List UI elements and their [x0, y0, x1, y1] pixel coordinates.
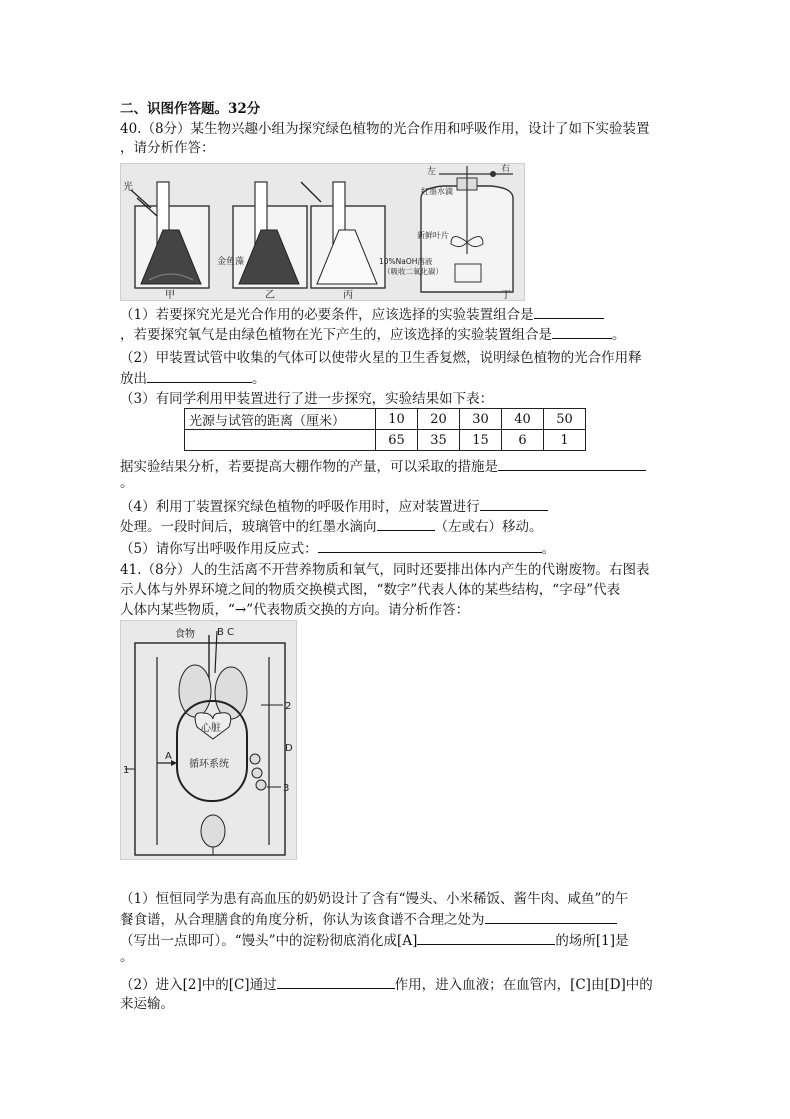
table-cell: 65 — [376, 430, 418, 451]
label-plant: 金鱼藻 — [217, 257, 245, 267]
table-header-values — [185, 430, 376, 451]
q41-part2a-end: 作用，进入血液；在血管内，[C]由[D]中的 — [394, 977, 653, 993]
q40-part5-line — [120, 539, 555, 558]
q40-part1b-text: ，若要探究氧气是由绿色植物在光下产生的，应该选择的实验装置组合是 — [120, 327, 552, 343]
q41-part2-line2: 来运输。 — [120, 996, 174, 1012]
answer-blank-41-2[interactable] — [277, 975, 395, 989]
table-cell: 6 — [502, 430, 544, 451]
answer-blank-1b[interactable] — [552, 325, 612, 339]
label-naoh-note: （吸收二氧化碳） — [383, 267, 443, 276]
label-food: 食物 — [175, 629, 195, 640]
q40-part3b-line — [120, 457, 646, 476]
section-title: 二、识图作答题。32分 — [120, 101, 261, 117]
apparatus-bing — [311, 182, 385, 288]
label-yi: 乙 — [265, 290, 275, 300]
table-row-values — [185, 430, 586, 451]
label-jia: 甲 — [165, 290, 175, 300]
table-cell: 35 — [418, 430, 460, 451]
q41-part1b-text: 餐食谱，从合理膳食的角度分析，你认为该食谱不合理之处为 — [120, 912, 485, 928]
q40-stem-line2: ，请分析作答： — [120, 140, 215, 156]
q41-part1-line4: 。 — [120, 949, 134, 965]
q41-part1-line3 — [120, 931, 628, 950]
q40-part2-line1: （2）甲装置试管中收集的气体可以使带火星的卫生香复燃，说明绿色植物的光合作用释 — [120, 350, 642, 366]
label-D: D — [285, 743, 293, 754]
q40-part3b-text: 据实验结果分析，若要提高大棚作物的产量，可以采取的措施是 — [120, 459, 498, 475]
q41-part1c-text: （写出一点即可）。“馒头”中的淀粉彻底消化成[A] — [120, 933, 418, 949]
label-1: 1 — [123, 765, 130, 776]
q40-part4b-end: （左或右）移动。 — [434, 519, 543, 535]
q41-body-exchange-figure — [120, 620, 297, 860]
q41-part1c-end: 的场所[1]是 — [555, 933, 629, 949]
table-cell: 1 — [544, 430, 586, 451]
q40-part3c-line: 。 — [120, 475, 134, 491]
label-2: 2 — [285, 701, 292, 712]
q40-part1b-end: 。 — [612, 327, 626, 343]
answer-blank-1a[interactable] — [534, 305, 604, 319]
label-A: A — [165, 751, 172, 762]
q41-stem-line1: 41.（8分）人的生活离不开营养物质和氧气，同时还要排出体内产生的代谢废物。右图表 — [120, 562, 650, 578]
table-cell: 10 — [376, 409, 418, 430]
label-right: 右 — [501, 164, 511, 174]
answer-blank-2[interactable] — [147, 369, 252, 383]
table-header-distance: 光源与试管的距离（厘米） — [185, 409, 376, 430]
q40-part4a-text: （4）利用丁装置探究绿色植物的呼吸作用时，应对装置进行 — [120, 499, 480, 515]
label-3: 3 — [283, 783, 290, 794]
table-cell: 20 — [418, 409, 460, 430]
label-left: 左 — [427, 167, 437, 177]
answer-blank-41-1b[interactable] — [417, 931, 555, 945]
label-B: B — [217, 627, 224, 638]
answer-blank-5[interactable] — [318, 539, 542, 553]
q40-experiment-figure — [120, 163, 525, 301]
label-naoh: 10%NaOH溶液 — [379, 257, 433, 266]
answer-blank-4a[interactable] — [480, 497, 548, 511]
label-bing: 丙 — [343, 290, 353, 300]
label-heart: 心脏 — [201, 723, 221, 734]
q40-part5-text: （5）请你写出呼吸作用反应式： — [120, 541, 318, 557]
q41-part2-line1 — [120, 975, 653, 994]
apparatus-yi — [233, 182, 307, 288]
apparatus-jia — [135, 182, 209, 288]
table-cell: 30 — [460, 409, 502, 430]
table-cell: 50 — [544, 409, 586, 430]
q40-part3-line: （3）有同学利用甲装置进行了进一步探究，实验结果如下表： — [120, 391, 494, 407]
label-circulation: 循环系统 — [189, 759, 229, 770]
q40-part4b-text: 处理。一段时间后，玻璃管中的红墨水滴向 — [120, 519, 377, 535]
label-fresh-leaf: 新鲜叶片 — [417, 231, 449, 240]
q41-stem-line2: 示人体与外界环境之间的物质交换模式图，“数字”代表人体的某些结构，“字母”代表 — [120, 582, 621, 598]
q40-stem-line1: 40.（8分）某生物兴趣小组为探究绿色植物的光合作用和呼吸作用，设计了如下实验装置 — [120, 121, 650, 137]
answer-blank-41-1a[interactable] — [485, 910, 617, 924]
q41-part1-line2 — [120, 910, 617, 929]
answer-blank-4b[interactable] — [377, 517, 435, 531]
table-cell: 40 — [502, 409, 544, 430]
q41-part1-line1: （1）恒恒同学为患有高血压的奶奶设计了含有“馒头、小米稀饭、酱牛肉、咸鱼”的午 — [120, 891, 629, 907]
label-light: 光 — [123, 182, 133, 193]
q40-data-table — [184, 408, 586, 451]
q40-part1-line1 — [120, 305, 604, 324]
q40-part2b-text: 放出 — [120, 371, 147, 387]
table-row-distance — [185, 409, 586, 430]
q41-part2a-text: （2）进入[2]中的[C]通过 — [120, 977, 277, 993]
q40-part5-end: 。 — [541, 541, 556, 557]
label-ding: 丁 — [501, 290, 511, 300]
q41-stem-line3: 人体内某些物质，“→”代表物质交换的方向。请分析作答： — [120, 602, 470, 618]
q40-part1-line2 — [120, 325, 626, 344]
q40-part2b-end: 。 — [252, 371, 266, 387]
q40-part4-line2 — [120, 517, 543, 536]
label-C: C — [227, 627, 234, 638]
q40-part4-line1 — [120, 497, 548, 516]
q40-part2-line2 — [120, 369, 266, 388]
q40-part1-text: （1）若要探究光是光合作用的必要条件，应该选择的实验装置组合是 — [120, 307, 534, 323]
label-red-ink: 红墨水滴 — [421, 187, 453, 196]
table-cell: 15 — [460, 430, 502, 451]
answer-blank-3[interactable] — [498, 457, 646, 471]
